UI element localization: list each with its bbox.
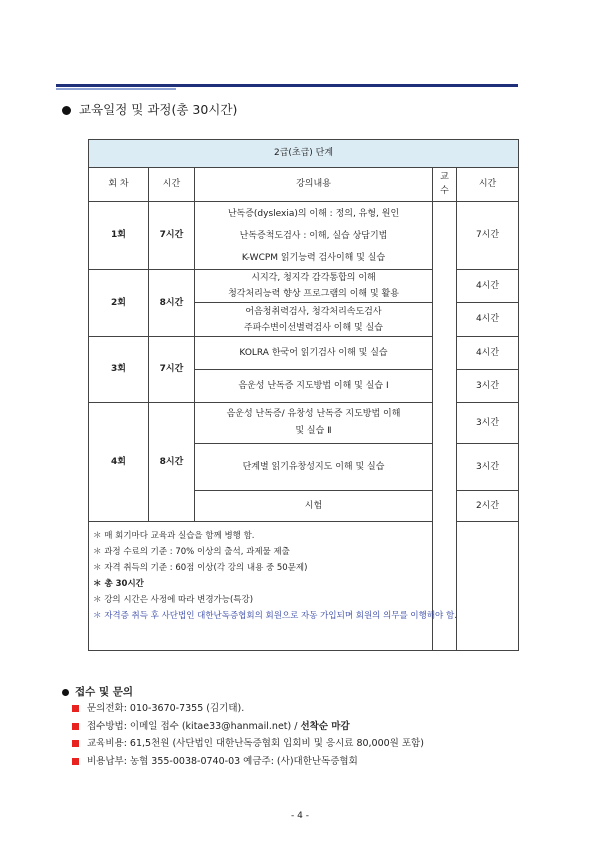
square-bullet-icon — [72, 740, 79, 747]
col-professor: 교 수 — [433, 168, 457, 202]
col-content: 강의내용 — [195, 168, 433, 202]
content-cell: 난독증(dyslexia)의 이해 : 정의, 유형, 원인 난독증척도검사 : 이해, 실습 상담기법 K-WCPM 읽기능력 검사이해 및 실습 — [195, 202, 433, 270]
notes-row — [89, 522, 519, 651]
content-cell: 시험 — [195, 491, 433, 522]
time-cell: 4시간 — [457, 337, 519, 370]
table-row — [89, 202, 519, 270]
round-cell: 2회 — [89, 270, 149, 337]
note-line-membership: ＊ 자격증 취득 후 사단법인 대한난독증협회의 회원으로 자동 가입되며 회원의 의무를 이행해야 함. — [93, 611, 457, 621]
note-line: ＊ 매 회기마다 교육과 실습을 함께 병행 함. — [93, 531, 255, 541]
page-number: - 4 - — [291, 811, 309, 821]
col-hours: 시간 — [149, 168, 195, 202]
square-bullet-icon — [72, 758, 79, 765]
list-item: 문의전화: 010-3670-7355 (김기태). — [72, 700, 424, 718]
header-rule — [56, 84, 518, 87]
notes-cell — [89, 522, 519, 651]
list-item: 비용납부: 농협 355-0038-0740-03 예금주: (사)대한난독증협회 — [72, 753, 424, 771]
column-header-row — [89, 168, 519, 202]
hours-cell: 7시간 — [149, 202, 195, 270]
content-cell: 음운성 난독증/ 유창성 난독증 지도방법 이해 및 실습 Ⅱ — [195, 403, 433, 444]
time-cell: 4시간 — [457, 270, 519, 303]
content-cell: 시지각, 청지각 감각통합의 이해 청각처리능력 향상 프로그램의 이해 및 활용 — [195, 270, 433, 303]
col-time: 시간 — [457, 168, 519, 202]
list-item: 교육비용: 61,5천원 (사단법인 대한난독증협회 입회비 및 응시료 80,000원 포함) — [72, 735, 424, 753]
contact-section-title: 접수 및 문의 — [62, 684, 133, 699]
header-rule-accent — [56, 88, 176, 90]
bullet-icon — [62, 689, 69, 696]
time-cell: 3시간 — [457, 444, 519, 491]
note-line: ＊ 강의 시간은 사정에 따라 변경가능(특강) — [93, 595, 254, 605]
content-cell: 단계별 읽기유창성지도 이해 및 실습 — [195, 444, 433, 491]
round-cell: 3회 — [89, 337, 149, 403]
time-cell: 2시간 — [457, 491, 519, 522]
time-cell: 7시간 — [457, 202, 519, 270]
list-item: 접수방법: 이메일 접수 (kitae33@hanmail.net) / 선착순 마감 — [72, 718, 424, 736]
content-cell: 어음청취력검사, 청각처리속도검사 주파수변이선별력검사 이해 및 실습 — [195, 303, 433, 337]
square-bullet-icon — [72, 723, 79, 730]
round-cell: 4회 — [89, 403, 149, 522]
time-cell: 3시간 — [457, 403, 519, 444]
hours-cell: 8시간 — [149, 403, 195, 522]
note-line-total: ＊ 총 30시간 — [93, 579, 144, 589]
band-title: 2급(초급) 단계 — [89, 140, 519, 168]
time-cell: 3시간 — [457, 370, 519, 403]
hours-cell: 7시간 — [149, 337, 195, 403]
hours-cell: 8시간 — [149, 270, 195, 337]
round-cell: 1회 — [89, 202, 149, 270]
bullet-icon — [62, 106, 71, 115]
square-bullet-icon — [72, 705, 79, 712]
note-line: ＊ 자격 취득의 기준 : 60점 이상(각 강의 내용 중 50문제) — [93, 563, 308, 573]
content-cell: KOLRA 한국어 읽기검사 이해 및 실습 — [195, 337, 433, 370]
table-band — [89, 140, 519, 168]
schedule-table — [88, 139, 519, 651]
content-cell: 음운성 난독증 지도방법 이해 및 실습 Ⅰ — [195, 370, 433, 403]
note-line: ＊ 과정 수료의 기준 : 70% 이상의 출석, 과제물 제출 — [93, 547, 290, 557]
col-round: 회 차 — [89, 168, 149, 202]
contact-list — [72, 700, 424, 770]
section-title: 교육일정 및 과정(총 30시간) — [62, 100, 237, 118]
time-cell: 4시간 — [457, 303, 519, 337]
